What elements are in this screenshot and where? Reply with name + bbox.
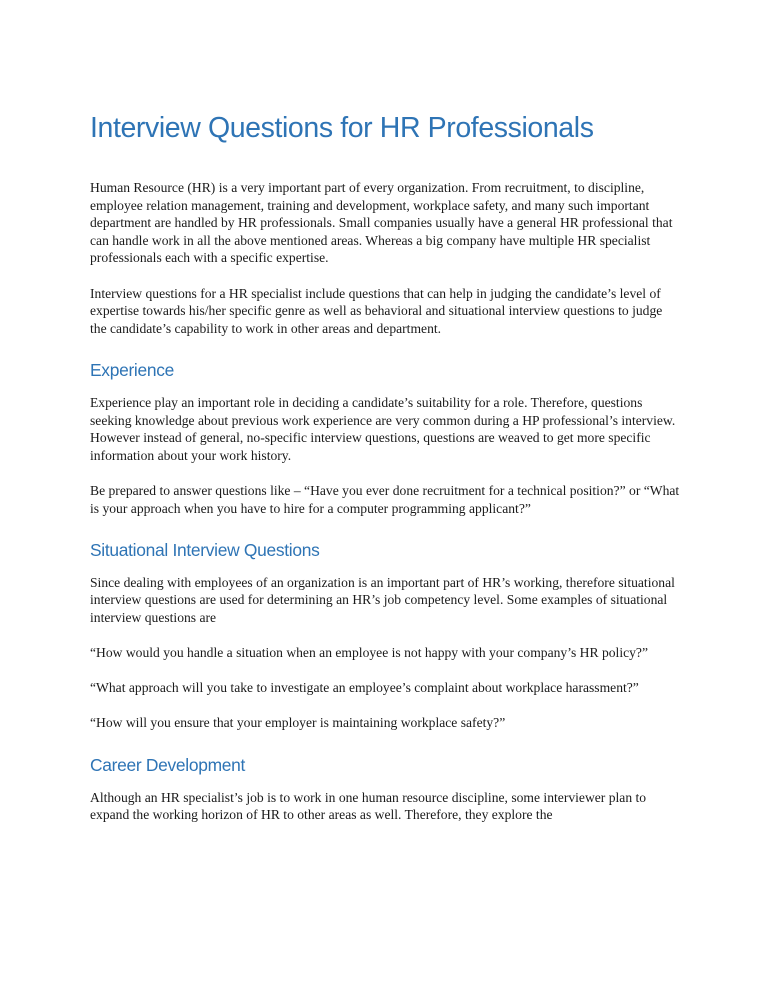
page-title: Interview Questions for HR Professionals <box>90 112 594 144</box>
experience-paragraph-2: Be prepared to answer questions like – “Have you ever done recruitment for a technical position?” or “What is your approach when you have to hire for a computer programming applicant?” <box>90 482 680 516</box>
intro-paragraph-1: Human Resource (HR) is a very important part of every organization. From recruitment, to discipline, employee relation management, training and development, workplace safety, and many such important department are handled by HR professionals. Small companies usually have a general HR professional that can handle work in all the above mentioned areas. Whereas a big company have multiple HR specialist professionals each with a specific expertise. <box>90 180 673 266</box>
section-heading-experience: Experience <box>90 359 175 380</box>
intro-paragraph-2: Interview questions for a HR specialist include questions that can help in judging the candidate’s level of expertise towards his/her specific genre as well as behavioral and situational interview questions to judge the candidate’s capability to work in other areas and department. <box>90 285 663 336</box>
section-heading-situational: Situational Interview Questions <box>90 539 320 560</box>
situational-question-2: “What approach will you take to investigate an employee’s complaint about workplace harassment?” <box>90 680 639 696</box>
situational-question-1: “How would you handle a situation when an employee is not happy with your company’s HR policy?” <box>90 645 648 661</box>
career-development-paragraph-1: Although an HR specialist’s job is to work in one human resource discipline, some interviewer plan to expand the working horizon of HR to other areas as well. Therefore, they explore the <box>90 789 647 823</box>
situational-question-3: “How will you ensure that your employer is maintaining workplace safety?” <box>90 715 506 731</box>
section-heading-career-development: Career Development <box>90 754 246 775</box>
situational-paragraph-1: Since dealing with employees of an organization is an important part of HR’s working, therefore situational interview questions are used for determining an HR’s job competency level. Some examples of situational interview questions are <box>90 574 675 625</box>
document-content <box>90 108 682 841</box>
experience-paragraph-1: Experience play an important role in deciding a candidate’s suitability for a role. Therefore, questions seeking knowledge about previous work experience are very common during a HP professional’s interview. However instead of general, no-specific interview questions, questions are weaved to get more specific information about your work history. <box>90 394 676 463</box>
